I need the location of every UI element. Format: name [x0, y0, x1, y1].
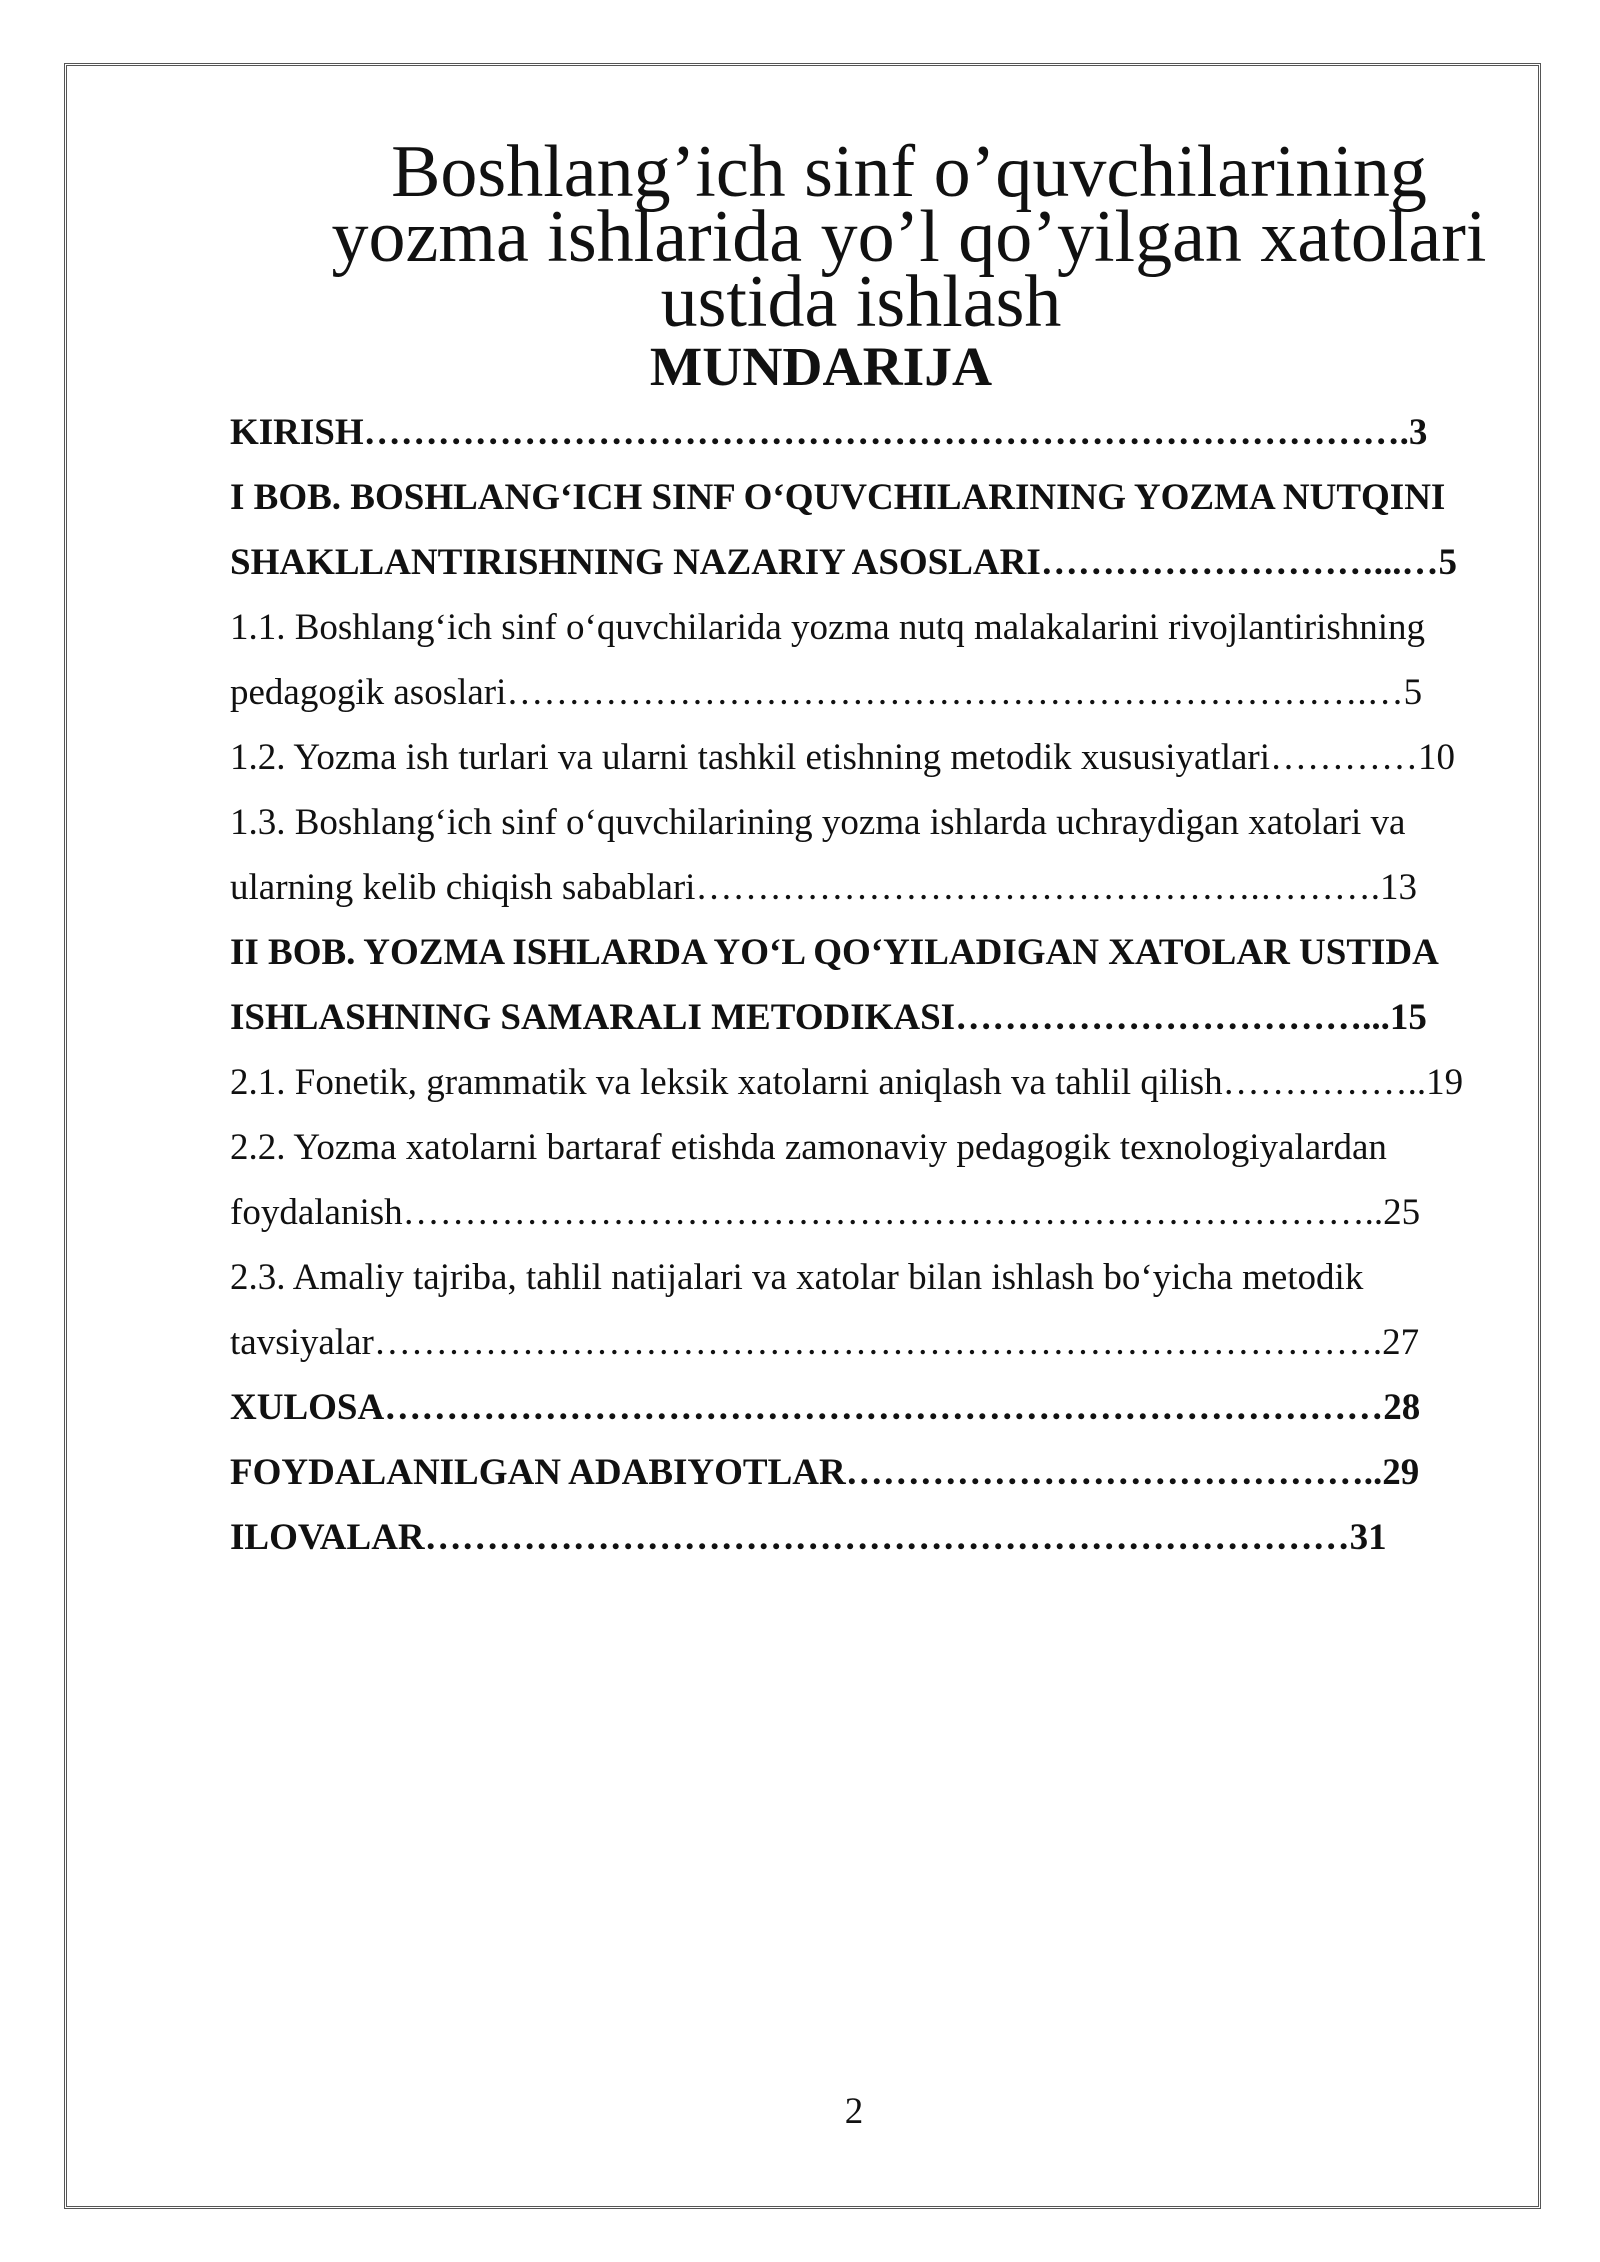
toc-entry-section-1-2[interactable] — [230, 725, 1492, 790]
toc-entry-line: ularning kelib chiqish sabablari……………………………………….……….13 — [230, 867, 1417, 908]
toc-entry-line: 2.1. Fonetik, grammatik va leksik xatolarni aniqlash va tahlil qilish……………..19 — [230, 1062, 1464, 1103]
toc-entry-line: SHAKLLANTIRISHNING NAZARIY ASOSLARI………………………...…5 — [230, 542, 1458, 583]
toc-entry-line: tavsiyalar……………………………………………………………………….27 — [230, 1322, 1420, 1363]
toc-entry-references[interactable] — [230, 1440, 1492, 1505]
toc-entry-xulosa[interactable] — [230, 1375, 1492, 1440]
toc-entry-line: 1.1. Boshlang‘ich sinf o‘quvchilarida yozma nutq malakalarini rivojlantirishning — [230, 607, 1426, 648]
toc-entry-line: I BOB. BOSHLANG‘ICH SINF O‘QUVCHILARINING YOZMA NUTQINI — [230, 477, 1446, 518]
document-title — [230, 131, 1492, 343]
toc-entry-line: FOYDALANILGAN ADABIYOTLAR……………………………………..29 — [230, 1452, 1420, 1493]
toc-entry-section-1-1[interactable] — [230, 595, 1492, 725]
title-line-1: Boshlang’ich sinf o’quvchilarining yozma ishlarida yo’l qo’yilgan xatolari — [331, 131, 1487, 278]
toc-entry-section-2-1[interactable] — [230, 1050, 1492, 1115]
table-of-contents — [230, 400, 1492, 1570]
toc-entry-line: 1.2. Yozma ish turlari va ularni tashkil etishning metodik xususiyatlari…………10 — [230, 737, 1455, 778]
toc-entry-line: XULOSA………………………………………………………………………28 — [230, 1387, 1421, 1428]
contents-heading: MUNDARIJA — [649, 337, 993, 398]
toc-entry-kirish[interactable] — [230, 400, 1492, 465]
toc-entry-section-2-3[interactable] — [230, 1245, 1492, 1375]
page-number: 2 — [844, 2091, 864, 2132]
toc-entry-line: pedagogik asoslari…………………………………………………………….…5 — [230, 672, 1423, 713]
toc-entry-line: KIRISH………………………………………………………………………….3 — [230, 412, 1428, 453]
title-line-2: ustida ishlash — [660, 261, 1062, 343]
toc-entry-line: II BOB. YOZMA ISHLARDA YO‘L QO‘YILADIGAN XATOLAR USTIDA — [230, 932, 1439, 973]
toc-entry-chapter-1[interactable] — [230, 465, 1492, 595]
toc-entry-line: ILOVALAR…………………………………………………………………31 — [230, 1517, 1387, 1558]
toc-entry-line: 1.3. Boshlang‘ich sinf o‘quvchilarining yozma ishlarda uchraydigan xatolari va — [230, 802, 1406, 843]
toc-entry-line: 2.3. Amaliy tajriba, tahlil natijalari va xatolar bilan ishlash bo‘yicha metodik — [230, 1257, 1364, 1298]
toc-entry-section-1-3[interactable] — [230, 790, 1492, 920]
toc-entry-chapter-2[interactable] — [230, 920, 1492, 1050]
toc-entry-section-2-2[interactable] — [230, 1115, 1492, 1245]
toc-entry-appendices[interactable] — [230, 1505, 1492, 1570]
toc-entry-line: foydalanish……………………………………………………………………..25 — [230, 1192, 1421, 1233]
document-body — [230, 131, 1492, 1570]
toc-entry-line: ISHLASHNING SAMARALI METODIKASI……………………………...15 — [230, 997, 1427, 1038]
toc-entry-line: 2.2. Yozma xatolarni bartaraf etishda zamonaviy pedagogik texnologiyalardan — [230, 1127, 1387, 1168]
